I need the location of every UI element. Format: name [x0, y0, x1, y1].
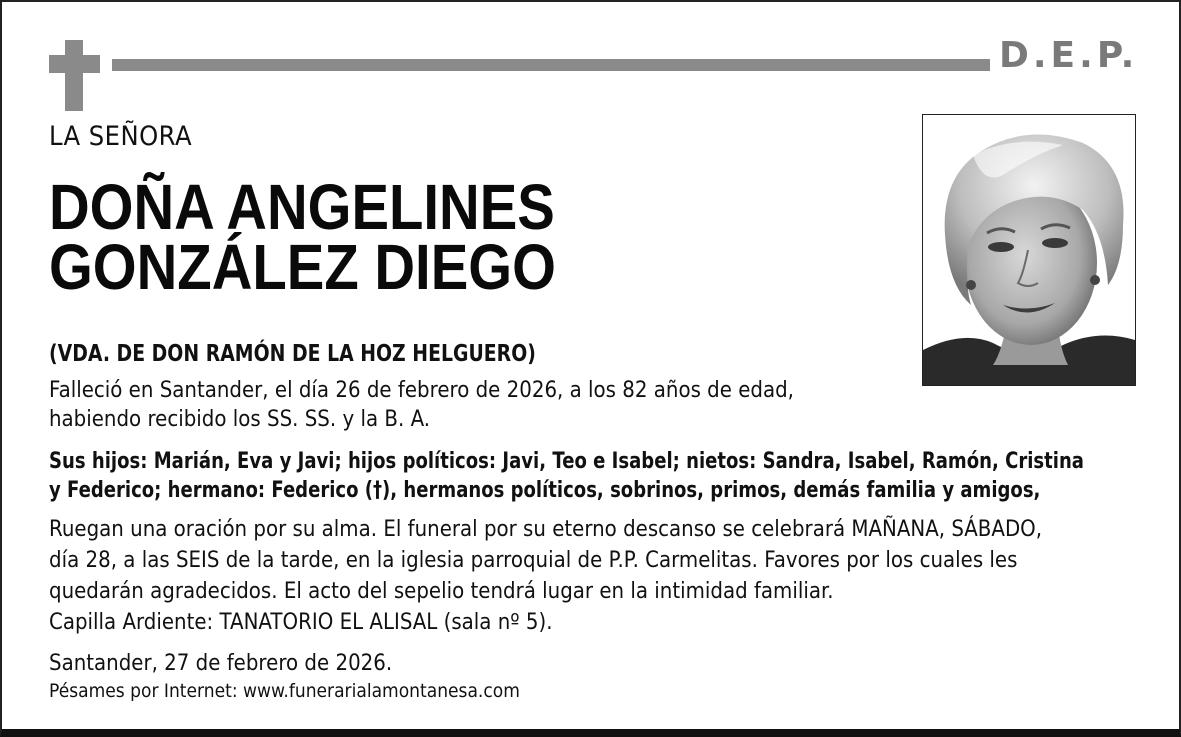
death-line-2: habiendo recibido los SS. SS. y la B. A.: [49, 407, 431, 432]
dep-tag: D.E.P.: [999, 35, 1139, 76]
family-line-2: y Federico; hermano: Federico (†), hermanos políticos, sobrinos, primos, demás familia y amigos,: [49, 478, 1041, 503]
portrait-photo: [922, 114, 1136, 386]
condolences-link-text: Pésames por Internet: www.funerarialamontanesa.com: [49, 680, 520, 702]
funeral-line-2: día 28, a las SEIS de la tarde, en la iglesia parroquial de P.P. Carmelitas. Favores por los cuales les: [49, 548, 1018, 573]
deceased-name-line-1: DOÑA ANGELINES: [49, 171, 555, 243]
funeral-line-4: Capilla Ardiente: TANATORIO EL ALISAL (sala nº 5).: [49, 610, 553, 635]
cross-horizontal-bar: [49, 55, 100, 73]
family-line-1: Sus hijos: Marián, Eva y Javi; hijos políticos: Javi, Teo e Isabel; nietos: Sandra, Isabel, Ramón, Cristina: [49, 449, 1084, 474]
title-prefix: LA SEÑORA: [49, 121, 193, 152]
cross-vertical-bar: [65, 40, 83, 111]
funeral-line-3: quedarán agradecidos. El acto del sepelio tendrá lugar en la intimidad familiar.: [49, 579, 834, 604]
deceased-name-line-2: GONZÁLEZ DIEGO: [49, 231, 556, 303]
death-line-1: Falleció en Santander, el día 26 de febrero de 2026, a los 82 años de edad,: [49, 378, 794, 403]
portrait-illustration: [923, 115, 1135, 385]
widow-of-line: (VDA. DE DON RAMÓN DE LA HOZ HELGUERO): [49, 341, 536, 367]
funeral-line-1: Ruegan una oración por su alma. El funeral por su eterno descanso se celebrará MAÑANA, SÁBADO,: [49, 517, 1043, 542]
place-date: Santander, 27 de febrero de 2026.: [49, 651, 393, 676]
header-rule: [112, 59, 990, 71]
